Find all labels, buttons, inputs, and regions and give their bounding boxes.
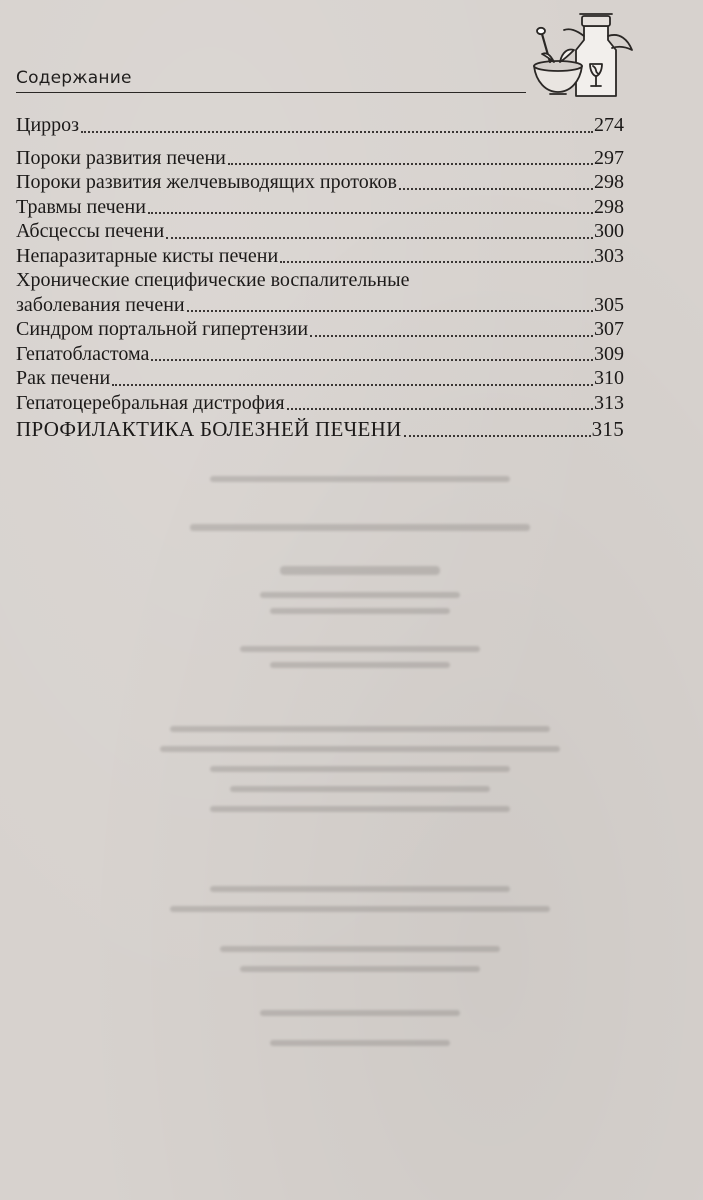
toc-entry-page: 297 (594, 146, 624, 169)
toc-entry-title: Абсцессы печени (16, 220, 165, 242)
dot-leader (399, 187, 593, 190)
running-header (16, 68, 526, 93)
toc-entry-page: 298 (594, 195, 624, 218)
toc-entry[interactable] (16, 342, 624, 367)
dot-leader (280, 260, 593, 263)
toc-entry[interactable] (16, 244, 624, 269)
toc-entry[interactable] (16, 170, 624, 195)
toc-entry[interactable] (16, 195, 624, 220)
toc-entry-page: 305 (594, 293, 624, 316)
table-of-contents (16, 113, 624, 442)
dot-leader (81, 130, 593, 133)
toc-entry-title: Непаразитарные кисты печени (16, 244, 279, 267)
toc-entry-page: 307 (594, 318, 624, 340)
toc-entry-title: Рак печени (16, 367, 111, 389)
toc-entry-page: 309 (594, 342, 624, 365)
toc-entry-page: 310 (594, 367, 624, 389)
toc-entry-title-line1: Хронические специфические воспалительные (16, 269, 410, 291)
header-title: Содержание (16, 68, 132, 88)
dot-leader (310, 334, 593, 337)
dot-leader (404, 434, 591, 437)
toc-entry-title: Пороки развития желчевыводящих протоков (16, 171, 397, 193)
toc-entry[interactable] (16, 391, 624, 416)
toc-entry-title-line2: заболевания печени (16, 293, 185, 316)
toc-entry[interactable] (16, 317, 624, 342)
toc-entry[interactable] (16, 293, 624, 318)
dot-leader (287, 407, 593, 410)
toc-entry-page: 313 (594, 391, 624, 414)
toc-entry-page: 274 (594, 114, 624, 136)
bleed-through-text (150, 470, 570, 1090)
dot-leader (187, 309, 593, 312)
toc-entry-page: 303 (594, 244, 624, 267)
toc-entry[interactable] (16, 366, 624, 391)
dot-leader (151, 358, 593, 361)
toc-entry-page: 300 (594, 220, 624, 242)
toc-entry-title: Цирроз (16, 114, 80, 136)
toc-entry-title: Гепатоцеребральная дистрофия (16, 391, 285, 414)
toc-entry-page: 298 (594, 171, 624, 193)
dot-leader (228, 162, 593, 165)
toc-entry-title: Травмы печени (16, 195, 146, 218)
dot-leader (148, 211, 593, 214)
dot-leader (166, 236, 593, 239)
toc-entry[interactable] (16, 146, 624, 171)
toc-entry-first-line[interactable] (16, 268, 624, 293)
toc-entry[interactable] (16, 219, 624, 244)
dot-leader (112, 383, 593, 386)
toc-entry-page: 315 (591, 417, 624, 441)
toc-entry-title: Пороки развития печени (16, 146, 226, 169)
toc-entry-title: Гепатобластома (16, 342, 150, 365)
toc-section-title: ПРОФИЛАКТИКА БОЛЕЗНЕЙ ПЕЧЕНИ (16, 417, 402, 441)
toc-entry[interactable] (16, 113, 624, 138)
toc-entry-title: Синдром портальной гипертензии (16, 318, 309, 340)
mortar-and-pharmacy-bottle-icon (520, 6, 640, 106)
toc-entry-section[interactable] (16, 417, 624, 442)
